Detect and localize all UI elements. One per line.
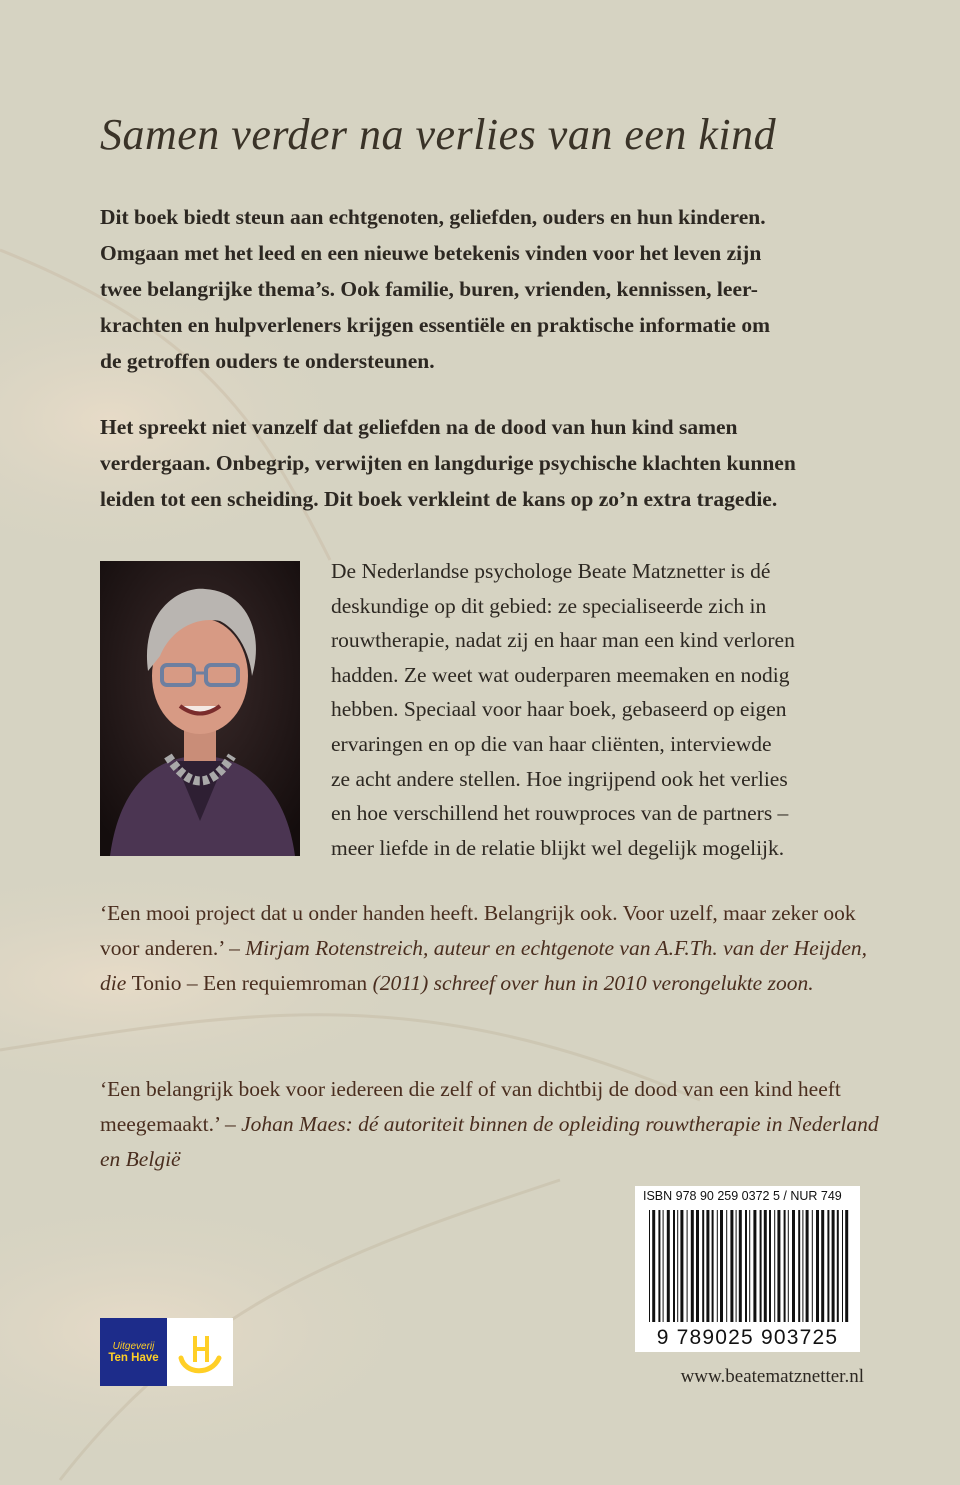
text-line: de getroffen ouders te ondersteunen. xyxy=(100,349,435,373)
barcode-bar xyxy=(730,1210,733,1322)
barcode-bar xyxy=(845,1210,848,1322)
barcode-bar xyxy=(649,1210,650,1322)
barcode-bar xyxy=(702,1210,704,1322)
barcode-bar xyxy=(717,1210,718,1322)
publisher-emblem-icon xyxy=(167,1318,233,1386)
barcode-bar xyxy=(827,1210,829,1322)
barcode-bar xyxy=(652,1210,655,1322)
barcode-bar xyxy=(663,1210,664,1322)
barcode-bar xyxy=(736,1210,737,1322)
publisher-line1: Uitgeverij xyxy=(112,1341,155,1352)
barcode-bar xyxy=(673,1210,675,1322)
barcode-bar xyxy=(739,1210,742,1322)
publisher-logo xyxy=(100,1318,233,1386)
barcode-bar xyxy=(760,1210,762,1322)
review-quote xyxy=(100,896,880,1001)
quote-text: ‘Een mooi project dat u onder handen heeft. Belangrijk ook. Voor uzelf, maar zeker ook voor anderen.’ – xyxy=(100,901,856,960)
isbn-label: ISBN 978 90 259 0372 5 / NUR 749 xyxy=(643,1189,842,1203)
text-line: meer liefde in de relatie blijkt wel degelijk mogelijk. xyxy=(331,835,785,860)
barcode-bar xyxy=(764,1210,767,1322)
barcode-bar xyxy=(745,1210,747,1322)
barcode-bar xyxy=(788,1210,789,1322)
barcode-bar xyxy=(816,1210,819,1322)
barcode-bar xyxy=(777,1210,780,1322)
barcode-bar xyxy=(821,1210,824,1322)
text-line: twee belangrijke thema’s. Ook familie, buren, vrienden, kennissen, leer- xyxy=(100,277,758,301)
barcode-bar xyxy=(806,1210,809,1322)
text-line: hebben. Speciaal voor haar boek, gebaseerd op eigen xyxy=(331,697,787,722)
text-line: Het spreekt niet vanzelf dat geliefden na de dood van hun kind samen xyxy=(100,415,738,439)
quoted-book-title: Tonio – Een requiemroman xyxy=(131,971,368,995)
publisher-line2: Ten Have xyxy=(108,1352,159,1364)
text-line: krachten en hulpverleners krijgen essentiële en praktische informatie om xyxy=(100,313,770,337)
quote-attribution: Johan Maes: dé autoriteit binnen de opleiding rouwtherapie in Nederland en België xyxy=(100,1112,879,1171)
quote-text: ‘Een belangrijk boek voor iedereen die zelf of van dichtbij de dood van een kind heeft meegemaakt.’ – xyxy=(100,1077,841,1136)
barcode-digits: 9 789025 903725 xyxy=(656,1326,839,1349)
barcode-bar xyxy=(832,1210,835,1322)
barcode-bar xyxy=(726,1210,727,1322)
barcode-bar xyxy=(658,1210,660,1322)
text-line: ze acht andere stellen. Hoe ingrijpend ook het verlies xyxy=(331,766,788,791)
barcode-bar xyxy=(802,1210,803,1322)
second-paragraph xyxy=(100,409,880,517)
review-quote xyxy=(100,1072,880,1177)
text-line: leiden tot een scheiding. Dit boek verkleint de kans op zo’n extra tragedie. xyxy=(100,487,778,511)
barcode-bar xyxy=(696,1210,699,1322)
barcode-bar xyxy=(753,1210,756,1322)
barcode-bar xyxy=(687,1210,688,1322)
quote-attribution-end: (2011) schreef over hun in 2010 verongelukte zoon. xyxy=(367,971,814,995)
quote-attribution: Mirjam Rotenstreich, auteur en echtgenote van A.F.Th. van der Heijden, die xyxy=(100,936,868,995)
text-line: verdergaan. Onbegrip, verwijten en langdurige psychische klachten kunnen xyxy=(100,451,796,475)
author-website: www.beatematznetter.nl xyxy=(680,1366,864,1387)
barcode-bar xyxy=(667,1210,670,1322)
barcode-bar xyxy=(798,1210,800,1322)
isbn-barcode xyxy=(635,1186,860,1352)
text-line: rouwtherapie, nadat zij en haar man een kind verloren xyxy=(331,628,795,653)
barcode-bar xyxy=(812,1210,813,1322)
text-line: ervaringen en op die van haar cliënten, interviewde xyxy=(331,731,772,756)
author-photo xyxy=(100,561,300,856)
text-line: deskundige op dit gebied: ze specialiseerde zich in xyxy=(331,593,767,618)
barcode-bar xyxy=(784,1210,786,1322)
barcode-bar xyxy=(680,1210,683,1322)
barcode-bar xyxy=(706,1210,709,1322)
text-line: en hoe verschillend het rouwproces van de partners – xyxy=(331,801,789,826)
barcode-bar xyxy=(712,1210,714,1322)
text-line: Omgaan met het leed en een nieuwe betekenis vinden voor het leven zijn xyxy=(100,241,762,265)
barcode-bar xyxy=(774,1210,775,1322)
author-bio xyxy=(331,554,871,865)
barcode-bar xyxy=(769,1210,771,1322)
barcode-bar xyxy=(691,1210,694,1322)
publisher-name-block xyxy=(100,1318,167,1386)
book-tagline: Samen verder na verlies van een kind xyxy=(100,110,777,159)
barcode-bar xyxy=(720,1210,723,1322)
text-line: hadden. Ze weet wat ouderparen meemaken en nodig xyxy=(331,662,790,687)
text-line: De Nederlandse psychologe Beate Matznetter is dé xyxy=(331,559,771,583)
barcode-bar xyxy=(677,1210,678,1322)
barcode-bars xyxy=(635,1206,860,1328)
barcode-bar xyxy=(837,1210,839,1322)
barcode-bar xyxy=(842,1210,843,1322)
barcode-bar xyxy=(749,1210,750,1322)
barcode-bar xyxy=(792,1210,795,1322)
text-line: Dit boek biedt steun aan echtgenoten, geliefden, ouders en hun kinderen. xyxy=(100,205,766,229)
intro-paragraph xyxy=(100,199,880,379)
